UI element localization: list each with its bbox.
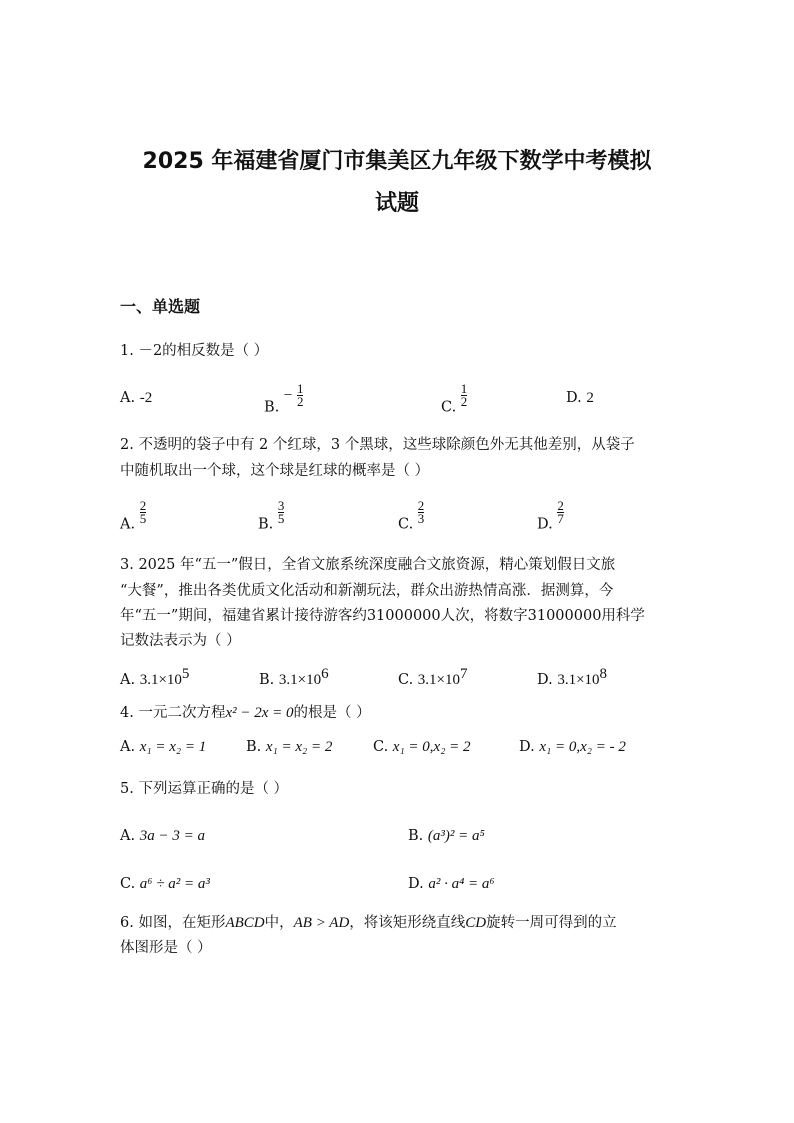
option-label: D. [566,390,582,406]
denominator: 2 [296,394,304,409]
q2-option-a[interactable] [120,500,146,533]
q4-option-a[interactable] [120,739,206,756]
q3-option-c[interactable] [398,666,468,689]
q1-option-d[interactable] [566,390,594,407]
q2-option-d[interactable] [537,500,564,533]
option-value: x₁ = x₂ = 2 [265,739,333,755]
option-exponent: 6 [321,666,329,682]
q4-option-d[interactable] [519,739,626,756]
stem-text: 的根是（ ） [293,705,371,721]
option-base: 3.1×10 [557,671,600,688]
section-heading: 一、单选题 [120,297,201,316]
q1-option-a[interactable] [120,390,152,407]
numerator: 3 [277,498,285,513]
q2-option-b[interactable] [258,500,284,533]
option-label: B. [246,739,262,755]
numerator: 1 [460,381,468,396]
option-value: a² · a⁴ = a⁶ [428,876,495,892]
option-exponent: 7 [460,666,468,682]
q5-option-d[interactable] [408,876,495,893]
numerator: 2 [139,498,147,513]
option-value: x₁ = x₂ = 1 [139,739,207,755]
option-label: A. [120,671,136,688]
q5-option-b[interactable] [408,828,485,845]
option-label: D. [408,876,424,892]
q4-option-c[interactable] [373,739,471,756]
q1-option-c[interactable] [441,383,467,416]
option-value: -2 [139,390,153,406]
denominator: 5 [139,511,147,526]
option-label: B. [258,516,274,533]
question-6-line2: 体图形是（ ） [120,940,212,956]
option-value: x₁ = 0,x₂ = 2 [392,739,471,755]
denominator: 2 [460,394,468,409]
denominator: 7 [557,511,564,526]
stem-text: 旋转一周可得到的立 [486,915,617,931]
option-value: x₁ = 0,x₂ = - 2 [539,739,626,755]
option-value: (a³)² = a⁵ [427,828,485,844]
stem-text: 中， [264,915,294,931]
option-label: C. [398,671,414,688]
option-exponent: 5 [181,666,190,682]
option-label: C. [120,876,136,892]
fraction [278,500,285,525]
option-base: 3.1×10 [139,671,182,688]
question-2-line2: 中随机取出一个球，这个球是红球的概率是（ ） [120,463,430,479]
stem-text: 6. 如图，在矩形 [120,915,226,931]
q5-option-c[interactable] [120,876,210,893]
question-5-stem: 5. 下列运算正确的是（ ） [120,781,289,797]
q5-option-a[interactable] [120,828,205,845]
page-title-line2: 试题 [374,191,419,216]
question-1-stem: 1. －2的相反数是（ ） [120,343,269,359]
option-sign: − [283,387,293,404]
stem-equation: x² − 2x = 0 [225,705,294,721]
q3-option-a[interactable] [120,666,189,689]
option-value: a⁶ ÷ a² = a³ [139,876,210,892]
q1-option-b[interactable] [264,383,303,416]
q2-option-c[interactable] [398,500,424,533]
option-label: B. [408,828,424,844]
question-3-line2: “大餐”，推出各类优质文化活动和新潮玩法，群众出游热情高涨．据测算，今 [120,583,614,599]
option-label: A. [120,390,136,406]
stem-math: ABCD [225,915,265,931]
fraction [557,500,564,525]
page-title-line1: 2025 年福建省厦门市集美区九年级下数学中考模拟 [142,149,652,174]
question-3-line4: 记数法表示为（ ） [120,633,241,649]
question-4-stem [120,700,371,727]
fraction [461,383,468,408]
question-2-line1: 2. 不透明的袋子中有 2 个红球，3 个黑球，这些球除颜色外无其他差别，从袋子 [120,437,635,453]
fraction [418,500,425,525]
option-label: A. [120,516,136,533]
option-label: A. [120,828,136,844]
option-value: 3a − 3 = a [139,828,205,844]
option-label: D. [519,739,535,755]
denominator: 5 [277,511,285,526]
stem-text: 4. 一元二次方程 [120,705,226,721]
stem-math: CD [465,915,487,931]
stem-text: ，将该矩形绕直线 [349,915,466,931]
q3-option-d[interactable] [537,666,607,689]
option-label: B. [259,671,275,688]
numerator: 1 [296,381,304,396]
question-3-line3: 年“五一”期间，福建省累计接待游客约31000000人次，将数字31000000用科学 [120,608,645,624]
fraction [140,500,147,525]
numerator: 2 [417,498,425,513]
option-label: D. [537,671,553,688]
numerator: 2 [557,498,564,513]
option-label: C. [398,516,414,533]
q3-option-b[interactable] [259,666,329,689]
option-label: C. [373,739,389,755]
denominator: 3 [417,511,425,526]
option-base: 3.1×10 [278,671,322,688]
option-label: A. [120,739,136,755]
option-value: 2 [586,390,594,406]
option-label: B. [264,399,280,416]
question-6-line1 [120,910,617,937]
stem-math: AB > AD [293,915,350,931]
option-label: C. [441,399,457,416]
option-base: 3.1×10 [417,671,461,688]
fraction [297,383,304,408]
option-label: D. [537,516,553,533]
option-exponent: 8 [599,666,608,682]
q4-option-b[interactable] [246,739,332,756]
question-3-line1: 3. 2025 年“五一”假日，全省文旅系统深度融合文旅资源，精心策划假日文旅 [120,557,616,573]
